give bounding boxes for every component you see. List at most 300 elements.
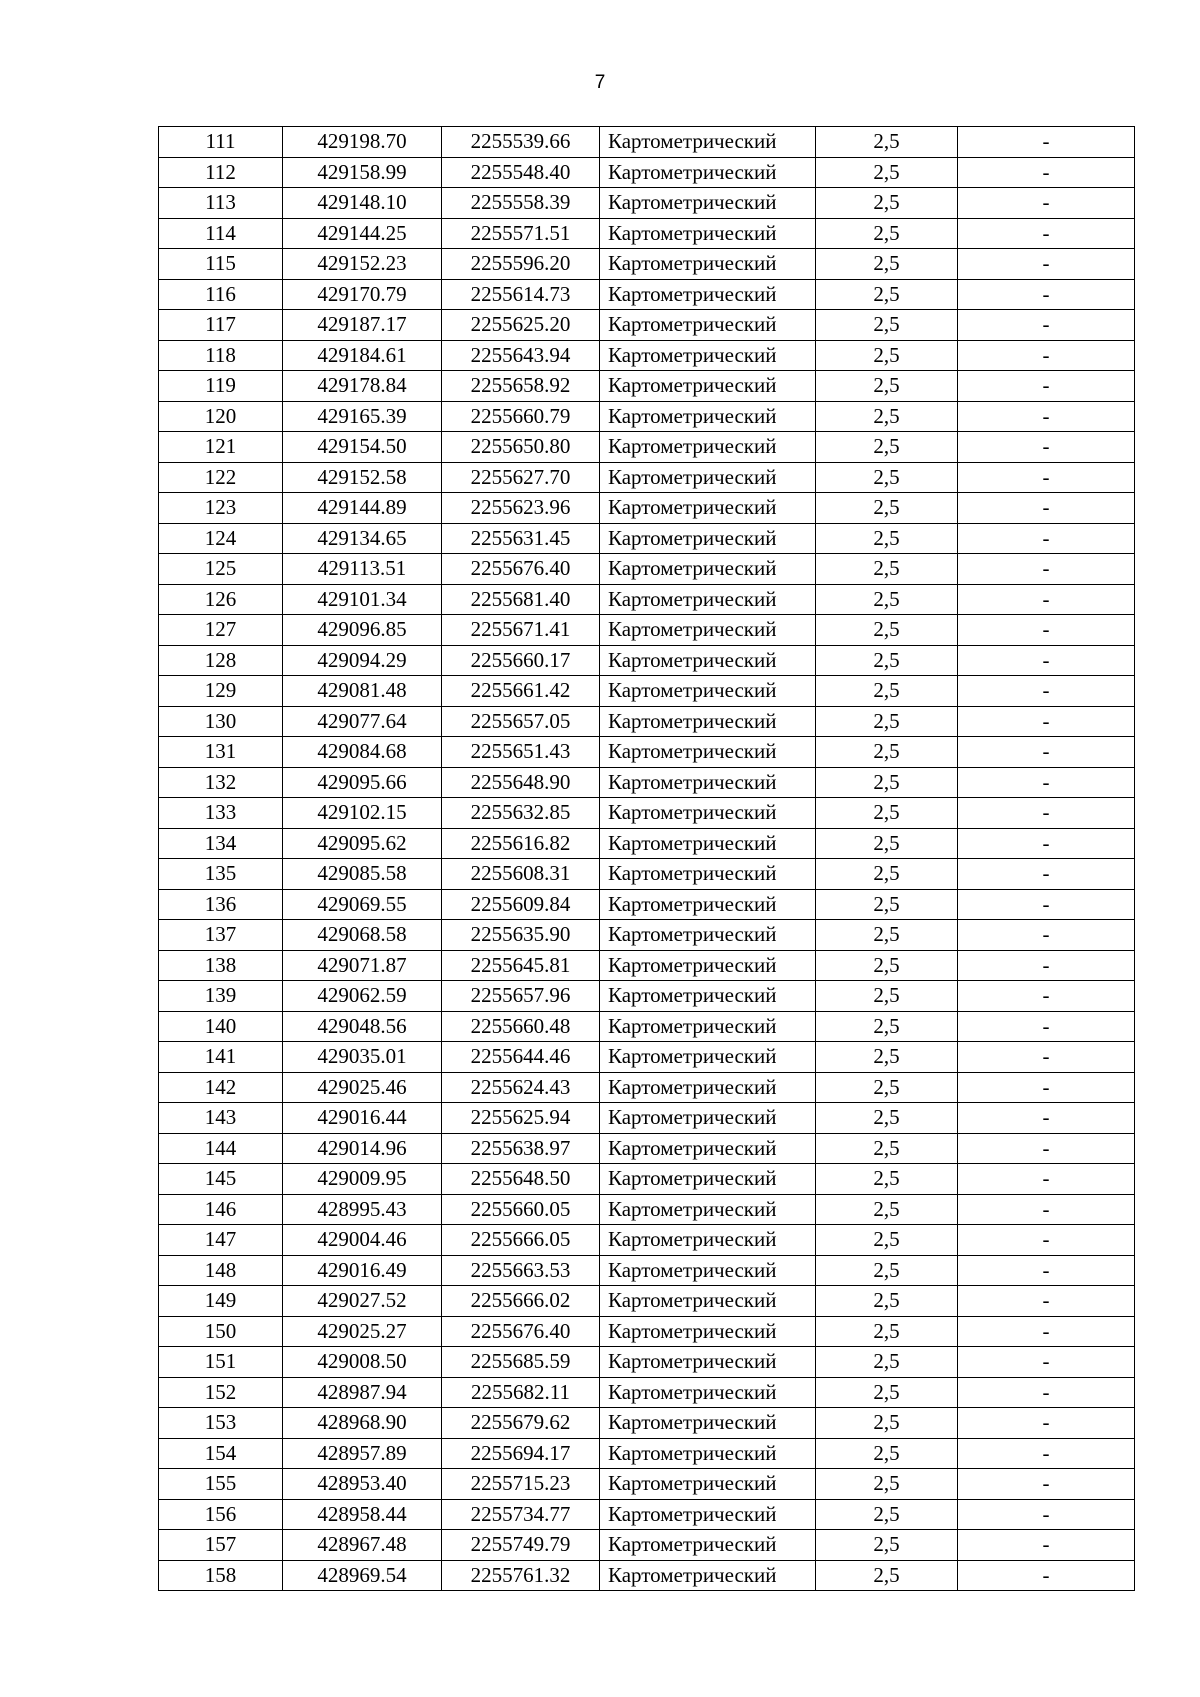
table-row: [159, 127, 1135, 158]
y-coordinate-cell: 2255608.31: [442, 859, 600, 890]
y-coordinate-cell: 2255539.66: [442, 127, 600, 158]
description-cell: -: [958, 1286, 1135, 1317]
method-cell: Картометрический: [600, 950, 816, 981]
x-coordinate-cell: 429144.25: [283, 218, 442, 249]
method-cell: Картометрический: [600, 920, 816, 951]
method-cell: Картометрический: [600, 1103, 816, 1134]
x-coordinate-cell: 429158.99: [283, 157, 442, 188]
description-cell: -: [958, 310, 1135, 341]
table-row: [159, 767, 1135, 798]
x-coordinate-cell: 429027.52: [283, 1286, 442, 1317]
accuracy-cell: 2,5: [816, 279, 958, 310]
y-coordinate-cell: 2255657.05: [442, 706, 600, 737]
accuracy-cell: 2,5: [816, 950, 958, 981]
point-number-cell: 155: [159, 1469, 283, 1500]
table-row: [159, 1408, 1135, 1439]
table-row: [159, 1347, 1135, 1378]
x-coordinate-cell: 429095.62: [283, 828, 442, 859]
description-cell: -: [958, 279, 1135, 310]
accuracy-cell: 2,5: [816, 1377, 958, 1408]
description-cell: -: [958, 523, 1135, 554]
description-cell: -: [958, 462, 1135, 493]
table-row: [159, 249, 1135, 280]
description-cell: -: [958, 1072, 1135, 1103]
y-coordinate-cell: 2255676.40: [442, 554, 600, 585]
point-number-cell: 137: [159, 920, 283, 951]
point-number-cell: 143: [159, 1103, 283, 1134]
table-row: [159, 1225, 1135, 1256]
description-cell: -: [958, 981, 1135, 1012]
y-coordinate-cell: 2255671.41: [442, 615, 600, 646]
description-cell: -: [958, 249, 1135, 280]
table-row: [159, 1286, 1135, 1317]
description-cell: -: [958, 340, 1135, 371]
method-cell: Картометрический: [600, 1469, 816, 1500]
description-cell: -: [958, 1133, 1135, 1164]
method-cell: Картометрический: [600, 432, 816, 463]
y-coordinate-cell: 2255685.59: [442, 1347, 600, 1378]
description-cell: -: [958, 218, 1135, 249]
description-cell: -: [958, 1377, 1135, 1408]
x-coordinate-cell: 428995.43: [283, 1194, 442, 1225]
accuracy-cell: 2,5: [816, 1408, 958, 1439]
point-number-cell: 138: [159, 950, 283, 981]
method-cell: Картометрический: [600, 828, 816, 859]
x-coordinate-cell: 429016.49: [283, 1255, 442, 1286]
description-cell: -: [958, 371, 1135, 402]
accuracy-cell: 2,5: [816, 767, 958, 798]
x-coordinate-cell: 429035.01: [283, 1042, 442, 1073]
description-cell: -: [958, 1499, 1135, 1530]
method-cell: Картометрический: [600, 1316, 816, 1347]
y-coordinate-cell: 2255663.53: [442, 1255, 600, 1286]
y-coordinate-cell: 2255660.05: [442, 1194, 600, 1225]
method-cell: Картометрический: [600, 554, 816, 585]
point-number-cell: 130: [159, 706, 283, 737]
y-coordinate-cell: 2255657.96: [442, 981, 600, 1012]
description-cell: -: [958, 645, 1135, 676]
accuracy-cell: 2,5: [816, 828, 958, 859]
table-row: [159, 706, 1135, 737]
accuracy-cell: 2,5: [816, 645, 958, 676]
x-coordinate-cell: 428958.44: [283, 1499, 442, 1530]
method-cell: Картометрический: [600, 462, 816, 493]
point-number-cell: 131: [159, 737, 283, 768]
accuracy-cell: 2,5: [816, 157, 958, 188]
accuracy-cell: 2,5: [816, 340, 958, 371]
accuracy-cell: 2,5: [816, 1072, 958, 1103]
y-coordinate-cell: 2255644.46: [442, 1042, 600, 1073]
point-number-cell: 144: [159, 1133, 283, 1164]
table-row: [159, 188, 1135, 219]
description-cell: -: [958, 1408, 1135, 1439]
point-number-cell: 120: [159, 401, 283, 432]
table-row: [159, 615, 1135, 646]
accuracy-cell: 2,5: [816, 432, 958, 463]
accuracy-cell: 2,5: [816, 554, 958, 585]
point-number-cell: 136: [159, 889, 283, 920]
y-coordinate-cell: 2255624.43: [442, 1072, 600, 1103]
method-cell: Картометрический: [600, 1499, 816, 1530]
y-coordinate-cell: 2255623.96: [442, 493, 600, 524]
point-number-cell: 146: [159, 1194, 283, 1225]
table-row: [159, 950, 1135, 981]
table-row: [159, 432, 1135, 463]
table-row: [159, 523, 1135, 554]
y-coordinate-cell: 2255660.17: [442, 645, 600, 676]
point-number-cell: 132: [159, 767, 283, 798]
y-coordinate-cell: 2255651.43: [442, 737, 600, 768]
point-number-cell: 116: [159, 279, 283, 310]
table-row: [159, 1133, 1135, 1164]
x-coordinate-cell: 429178.84: [283, 371, 442, 402]
method-cell: Картометрический: [600, 1072, 816, 1103]
method-cell: Картометрический: [600, 279, 816, 310]
description-cell: -: [958, 767, 1135, 798]
description-cell: -: [958, 1347, 1135, 1378]
method-cell: Картометрический: [600, 798, 816, 829]
table-row: [159, 1438, 1135, 1469]
table-row: [159, 1377, 1135, 1408]
description-cell: -: [958, 676, 1135, 707]
method-cell: Картометрический: [600, 1225, 816, 1256]
accuracy-cell: 2,5: [816, 310, 958, 341]
x-coordinate-cell: 429016.44: [283, 1103, 442, 1134]
x-coordinate-cell: 429170.79: [283, 279, 442, 310]
point-number-cell: 124: [159, 523, 283, 554]
y-coordinate-cell: 2255635.90: [442, 920, 600, 951]
point-number-cell: 139: [159, 981, 283, 1012]
method-cell: Картометрический: [600, 1286, 816, 1317]
method-cell: Картометрический: [600, 1408, 816, 1439]
accuracy-cell: 2,5: [816, 523, 958, 554]
accuracy-cell: 2,5: [816, 920, 958, 951]
method-cell: Картометрический: [600, 157, 816, 188]
y-coordinate-cell: 2255682.11: [442, 1377, 600, 1408]
table-row: [159, 1469, 1135, 1500]
y-coordinate-cell: 2255660.48: [442, 1011, 600, 1042]
accuracy-cell: 2,5: [816, 798, 958, 829]
table-row: [159, 371, 1135, 402]
description-cell: -: [958, 188, 1135, 219]
method-cell: Картометрический: [600, 310, 816, 341]
y-coordinate-cell: 2255666.05: [442, 1225, 600, 1256]
accuracy-cell: 2,5: [816, 1103, 958, 1134]
y-coordinate-cell: 2255648.90: [442, 767, 600, 798]
y-coordinate-cell: 2255694.17: [442, 1438, 600, 1469]
table-row: [159, 645, 1135, 676]
table-row: [159, 279, 1135, 310]
point-number-cell: 158: [159, 1560, 283, 1591]
method-cell: Картометрический: [600, 371, 816, 402]
accuracy-cell: 2,5: [816, 1347, 958, 1378]
point-number-cell: 157: [159, 1530, 283, 1561]
y-coordinate-cell: 2255648.50: [442, 1164, 600, 1195]
y-coordinate-cell: 2255625.20: [442, 310, 600, 341]
point-number-cell: 114: [159, 218, 283, 249]
description-cell: -: [958, 432, 1135, 463]
x-coordinate-cell: 429184.61: [283, 340, 442, 371]
y-coordinate-cell: 2255643.94: [442, 340, 600, 371]
table-row: [159, 676, 1135, 707]
x-coordinate-cell: 429152.23: [283, 249, 442, 280]
x-coordinate-cell: 428967.48: [283, 1530, 442, 1561]
table-row: [159, 340, 1135, 371]
y-coordinate-cell: 2255650.80: [442, 432, 600, 463]
point-number-cell: 125: [159, 554, 283, 585]
accuracy-cell: 2,5: [816, 1499, 958, 1530]
y-coordinate-cell: 2255616.82: [442, 828, 600, 859]
accuracy-cell: 2,5: [816, 859, 958, 890]
table-row: [159, 1316, 1135, 1347]
x-coordinate-cell: 428987.94: [283, 1377, 442, 1408]
method-cell: Картометрический: [600, 1011, 816, 1042]
x-coordinate-cell: 429187.17: [283, 310, 442, 341]
description-cell: -: [958, 1255, 1135, 1286]
accuracy-cell: 2,5: [816, 371, 958, 402]
accuracy-cell: 2,5: [816, 1164, 958, 1195]
y-coordinate-cell: 2255661.42: [442, 676, 600, 707]
method-cell: Картометрический: [600, 1560, 816, 1591]
y-coordinate-cell: 2255638.97: [442, 1133, 600, 1164]
point-number-cell: 148: [159, 1255, 283, 1286]
table-row: [159, 1103, 1135, 1134]
point-number-cell: 118: [159, 340, 283, 371]
point-number-cell: 134: [159, 828, 283, 859]
y-coordinate-cell: 2255658.92: [442, 371, 600, 402]
point-number-cell: 151: [159, 1347, 283, 1378]
description-cell: -: [958, 706, 1135, 737]
x-coordinate-cell: 429069.55: [283, 889, 442, 920]
point-number-cell: 141: [159, 1042, 283, 1073]
accuracy-cell: 2,5: [816, 1316, 958, 1347]
description-cell: -: [958, 127, 1135, 158]
table-row: [159, 310, 1135, 341]
method-cell: Картометрический: [600, 1133, 816, 1164]
method-cell: Картометрический: [600, 859, 816, 890]
point-number-cell: 111: [159, 127, 283, 158]
table-row: [159, 218, 1135, 249]
accuracy-cell: 2,5: [816, 1225, 958, 1256]
point-number-cell: 123: [159, 493, 283, 524]
x-coordinate-cell: 428957.89: [283, 1438, 442, 1469]
x-coordinate-cell: 429094.29: [283, 645, 442, 676]
x-coordinate-cell: 429081.48: [283, 676, 442, 707]
y-coordinate-cell: 2255596.20: [442, 249, 600, 280]
method-cell: Картометрический: [600, 737, 816, 768]
accuracy-cell: 2,5: [816, 1011, 958, 1042]
description-cell: -: [958, 1560, 1135, 1591]
description-cell: -: [958, 1103, 1135, 1134]
x-coordinate-cell: 429148.10: [283, 188, 442, 219]
x-coordinate-cell: 429048.56: [283, 1011, 442, 1042]
point-number-cell: 156: [159, 1499, 283, 1530]
accuracy-cell: 2,5: [816, 249, 958, 280]
description-cell: -: [958, 1225, 1135, 1256]
x-coordinate-cell: 429004.46: [283, 1225, 442, 1256]
x-coordinate-cell: 429152.58: [283, 462, 442, 493]
y-coordinate-cell: 2255676.40: [442, 1316, 600, 1347]
method-cell: Картометрический: [600, 1377, 816, 1408]
accuracy-cell: 2,5: [816, 493, 958, 524]
accuracy-cell: 2,5: [816, 615, 958, 646]
accuracy-cell: 2,5: [816, 1469, 958, 1500]
point-number-cell: 113: [159, 188, 283, 219]
accuracy-cell: 2,5: [816, 1530, 958, 1561]
point-number-cell: 152: [159, 1377, 283, 1408]
y-coordinate-cell: 2255749.79: [442, 1530, 600, 1561]
point-number-cell: 149: [159, 1286, 283, 1317]
table-row: [159, 462, 1135, 493]
point-number-cell: 119: [159, 371, 283, 402]
table-row: [159, 1560, 1135, 1591]
x-coordinate-cell: 428969.54: [283, 1560, 442, 1591]
y-coordinate-cell: 2255660.79: [442, 401, 600, 432]
accuracy-cell: 2,5: [816, 1194, 958, 1225]
description-cell: -: [958, 1530, 1135, 1561]
method-cell: Картометрический: [600, 401, 816, 432]
table-row: [159, 493, 1135, 524]
x-coordinate-cell: 429009.95: [283, 1164, 442, 1195]
method-cell: Картометрический: [600, 1347, 816, 1378]
description-cell: -: [958, 1011, 1135, 1042]
method-cell: Картометрический: [600, 1530, 816, 1561]
y-coordinate-cell: 2255614.73: [442, 279, 600, 310]
description-cell: -: [958, 1438, 1135, 1469]
y-coordinate-cell: 2255761.32: [442, 1560, 600, 1591]
table-row: [159, 1255, 1135, 1286]
x-coordinate-cell: 429154.50: [283, 432, 442, 463]
coordinates-table-body: [159, 127, 1135, 1591]
point-number-cell: 129: [159, 676, 283, 707]
accuracy-cell: 2,5: [816, 981, 958, 1012]
accuracy-cell: 2,5: [816, 584, 958, 615]
point-number-cell: 150: [159, 1316, 283, 1347]
accuracy-cell: 2,5: [816, 676, 958, 707]
y-coordinate-cell: 2255666.02: [442, 1286, 600, 1317]
description-cell: -: [958, 584, 1135, 615]
description-cell: -: [958, 737, 1135, 768]
table-row: [159, 920, 1135, 951]
point-number-cell: 115: [159, 249, 283, 280]
x-coordinate-cell: 429134.65: [283, 523, 442, 554]
x-coordinate-cell: 428968.90: [283, 1408, 442, 1439]
method-cell: Картометрический: [600, 981, 816, 1012]
accuracy-cell: 2,5: [816, 1042, 958, 1073]
accuracy-cell: 2,5: [816, 1286, 958, 1317]
method-cell: Картометрический: [600, 1164, 816, 1195]
table-row: [159, 1530, 1135, 1561]
accuracy-cell: 2,5: [816, 462, 958, 493]
point-number-cell: 135: [159, 859, 283, 890]
x-coordinate-cell: 429165.39: [283, 401, 442, 432]
description-cell: -: [958, 1042, 1135, 1073]
y-coordinate-cell: 2255679.62: [442, 1408, 600, 1439]
x-coordinate-cell: 429008.50: [283, 1347, 442, 1378]
method-cell: Картометрический: [600, 676, 816, 707]
method-cell: Картометрический: [600, 584, 816, 615]
description-cell: -: [958, 920, 1135, 951]
y-coordinate-cell: 2255625.94: [442, 1103, 600, 1134]
point-number-cell: 153: [159, 1408, 283, 1439]
accuracy-cell: 2,5: [816, 188, 958, 219]
accuracy-cell: 2,5: [816, 706, 958, 737]
description-cell: -: [958, 401, 1135, 432]
method-cell: Картометрический: [600, 218, 816, 249]
y-coordinate-cell: 2255627.70: [442, 462, 600, 493]
accuracy-cell: 2,5: [816, 401, 958, 432]
table-row: [159, 1499, 1135, 1530]
y-coordinate-cell: 2255645.81: [442, 950, 600, 981]
point-number-cell: 145: [159, 1164, 283, 1195]
method-cell: Картометрический: [600, 645, 816, 676]
x-coordinate-cell: 429014.96: [283, 1133, 442, 1164]
description-cell: -: [958, 889, 1135, 920]
x-coordinate-cell: 429095.66: [283, 767, 442, 798]
y-coordinate-cell: 2255548.40: [442, 157, 600, 188]
page-number: 7: [594, 72, 606, 93]
description-cell: -: [958, 859, 1135, 890]
description-cell: -: [958, 493, 1135, 524]
x-coordinate-cell: 429062.59: [283, 981, 442, 1012]
table-row: [159, 1164, 1135, 1195]
description-cell: -: [958, 1316, 1135, 1347]
point-number-cell: 140: [159, 1011, 283, 1042]
point-number-cell: 126: [159, 584, 283, 615]
point-number-cell: 154: [159, 1438, 283, 1469]
method-cell: Картометрический: [600, 1194, 816, 1225]
table-row: [159, 554, 1135, 585]
x-coordinate-cell: 429113.51: [283, 554, 442, 585]
description-cell: -: [958, 828, 1135, 859]
x-coordinate-cell: 428953.40: [283, 1469, 442, 1500]
y-coordinate-cell: 2255681.40: [442, 584, 600, 615]
table-row: [159, 981, 1135, 1012]
method-cell: Картометрический: [600, 523, 816, 554]
method-cell: Картометрический: [600, 188, 816, 219]
point-number-cell: 122: [159, 462, 283, 493]
point-number-cell: 147: [159, 1225, 283, 1256]
y-coordinate-cell: 2255558.39: [442, 188, 600, 219]
x-coordinate-cell: 429077.64: [283, 706, 442, 737]
table-row: [159, 859, 1135, 890]
x-coordinate-cell: 429101.34: [283, 584, 442, 615]
method-cell: Картометрический: [600, 1042, 816, 1073]
method-cell: Картометрический: [600, 767, 816, 798]
description-cell: -: [958, 798, 1135, 829]
x-coordinate-cell: 429198.70: [283, 127, 442, 158]
y-coordinate-cell: 2255715.23: [442, 1469, 600, 1500]
point-number-cell: 142: [159, 1072, 283, 1103]
method-cell: Картометрический: [600, 1255, 816, 1286]
description-cell: -: [958, 1194, 1135, 1225]
table-row: [159, 1011, 1135, 1042]
table-row: [159, 401, 1135, 432]
x-coordinate-cell: 429102.15: [283, 798, 442, 829]
y-coordinate-cell: 2255609.84: [442, 889, 600, 920]
accuracy-cell: 2,5: [816, 737, 958, 768]
method-cell: Картометрический: [600, 340, 816, 371]
method-cell: Картометрический: [600, 127, 816, 158]
x-coordinate-cell: 429084.68: [283, 737, 442, 768]
accuracy-cell: 2,5: [816, 218, 958, 249]
point-number-cell: 121: [159, 432, 283, 463]
x-coordinate-cell: 429025.27: [283, 1316, 442, 1347]
method-cell: Картометрический: [600, 706, 816, 737]
method-cell: Картометрический: [600, 493, 816, 524]
method-cell: Картометрический: [600, 615, 816, 646]
accuracy-cell: 2,5: [816, 127, 958, 158]
